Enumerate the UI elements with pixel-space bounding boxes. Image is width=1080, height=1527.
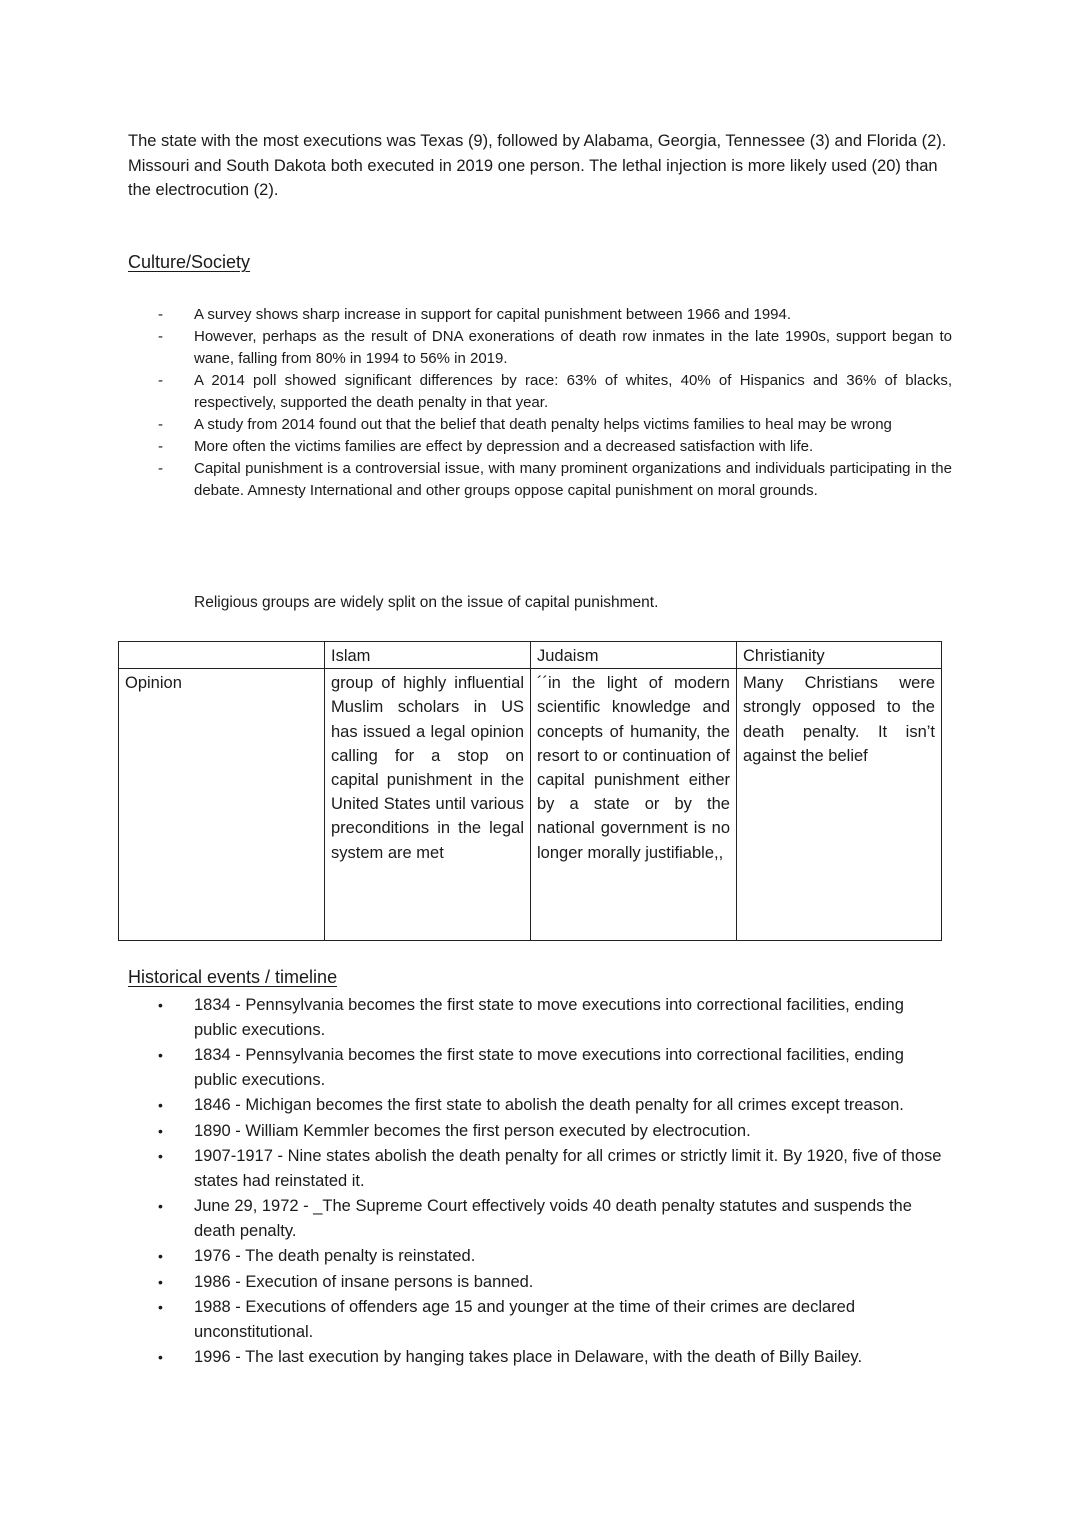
list-item-text: A study from 2014 found out that the belief that death penalty helps victims families to heal may be wrong <box>194 416 892 433</box>
timeline-list <box>128 993 948 1371</box>
bullet-icon: • <box>158 1349 163 1365</box>
table-header-judaism: Judaism <box>531 642 737 669</box>
timeline-item <box>128 1244 948 1269</box>
timeline-item <box>128 1043 948 1092</box>
timeline-item-text: 1834 - Pennsylvania becomes the first state to move executions into correctional facilities, ending public executions. <box>194 996 904 1039</box>
dash-marker: - <box>158 438 163 455</box>
list-item <box>128 304 952 326</box>
culture-list <box>128 304 952 502</box>
table-header-row <box>119 642 942 669</box>
bullet-icon: • <box>158 1148 163 1164</box>
timeline-item-text: 1907-1917 - Nine states abolish the death penalty for all crimes or strictly limit it. By 1920, five of those states had reinstated it. <box>194 1147 942 1190</box>
list-item <box>128 370 952 414</box>
dash-marker: - <box>158 328 163 345</box>
culture-heading: Culture/Society <box>128 252 251 272</box>
cell-islam-opinion: group of highly influential Muslim scholars in US has issued a legal opinion calling for a stop on capital punishment in the United States until various preconditions in the legal system are met <box>325 669 531 941</box>
bullet-icon: • <box>158 1198 163 1214</box>
bullet-icon: • <box>158 1047 163 1063</box>
bullet-icon: • <box>158 1248 163 1264</box>
row-label-opinion: Opinion <box>119 669 325 941</box>
list-item <box>128 436 952 458</box>
timeline-item <box>128 1194 948 1243</box>
bullet-icon: • <box>158 997 163 1013</box>
list-item <box>128 414 952 436</box>
bullet-icon: • <box>158 1122 163 1139</box>
timeline-item <box>128 1093 948 1118</box>
intro-paragraph: The state with the most executions was Texas (9), followed by Alabama, Georgia, Tennessee (3) and Florida (2). Missouri and South Dakota both executed in 2019 one person. The lethal injection is more likely used (20) than the electrocution (2). <box>128 132 947 199</box>
table-header-islam: Islam <box>325 642 531 669</box>
bullet-icon: • <box>158 1299 163 1315</box>
timeline-heading: Historical events / timeline <box>128 967 338 987</box>
cell-judaism-opinion: ´´in the light of modern scientific knowledge and concepts of humanity, the resort to or continuation of capital punishment either by a state or by the national government is no longer morally justifiable,, <box>531 669 737 941</box>
religious-note: Religious groups are widely split on the issue of capital punishment. <box>194 594 659 611</box>
list-item <box>128 458 952 502</box>
cell-christianity-opinion: Many Christians were strongly opposed to the death penalty. It isn’t against the belief <box>737 669 942 941</box>
list-item-text: More often the victims families are effect by depression and a decreased satisfaction with life. <box>194 438 814 455</box>
timeline-item <box>128 1144 948 1193</box>
bullet-icon: • <box>158 1273 163 1290</box>
timeline-item-text: June 29, 1972 - _The Supreme Court effectively voids 40 death penalty statutes and suspends the death penalty. <box>194 1197 912 1240</box>
table-header-christianity: Christianity <box>737 642 942 669</box>
timeline-item-text: 1996 - The last execution by hanging takes place in Delaware, with the death of Billy Bailey. <box>194 1348 863 1366</box>
list-item-text: A 2014 poll showed significant differences by race: 63% of whites, 40% of Hispanics and 36% of blacks, respectively, supported the death penalty in that year. <box>194 372 952 411</box>
dash-marker: - <box>158 416 163 433</box>
table-header-cell-empty <box>119 642 325 669</box>
timeline-item-text: 1890 - William Kemmler becomes the first person executed by electrocution. <box>194 1121 751 1140</box>
timeline-item-text: 1846 - Michigan becomes the first state to abolish the death penalty for all crimes except treason. <box>194 1096 904 1114</box>
list-item <box>128 326 952 370</box>
timeline-item-text: 1986 - Execution of insane persons is banned. <box>194 1272 534 1291</box>
timeline-item-text: 1976 - The death penalty is reinstated. <box>194 1247 476 1265</box>
bullet-icon: • <box>158 1097 163 1113</box>
timeline-item <box>128 1119 948 1144</box>
timeline-item-text: 1834 - Pennsylvania becomes the first state to move executions into correctional facilities, ending public executions. <box>194 1046 904 1089</box>
timeline-item <box>128 1295 948 1344</box>
table-row <box>119 669 942 941</box>
religion-table <box>118 641 942 941</box>
dash-marker: - <box>158 306 163 323</box>
dash-marker: - <box>158 372 163 389</box>
list-item-text: A survey shows sharp increase in support for capital punishment between 1966 and 1994. <box>194 306 792 323</box>
timeline-item-text: 1988 - Executions of offenders age 15 and younger at the time of their crimes are declared unconstitutional. <box>194 1298 856 1341</box>
timeline-item <box>128 993 948 1042</box>
list-item-text: However, perhaps as the result of DNA exonerations of death row inmates in the late 1990s, support began to wane, falling from 80% in 1994 to 56% in 2019. <box>194 328 952 367</box>
timeline-item <box>128 1270 948 1295</box>
timeline-item <box>128 1345 948 1370</box>
list-item-text: Capital punishment is a controversial issue, with many prominent organizations and individuals participating in the debate. Amnesty International and other groups oppose capital punishment on moral grounds. <box>194 460 952 499</box>
dash-marker: - <box>158 460 163 477</box>
